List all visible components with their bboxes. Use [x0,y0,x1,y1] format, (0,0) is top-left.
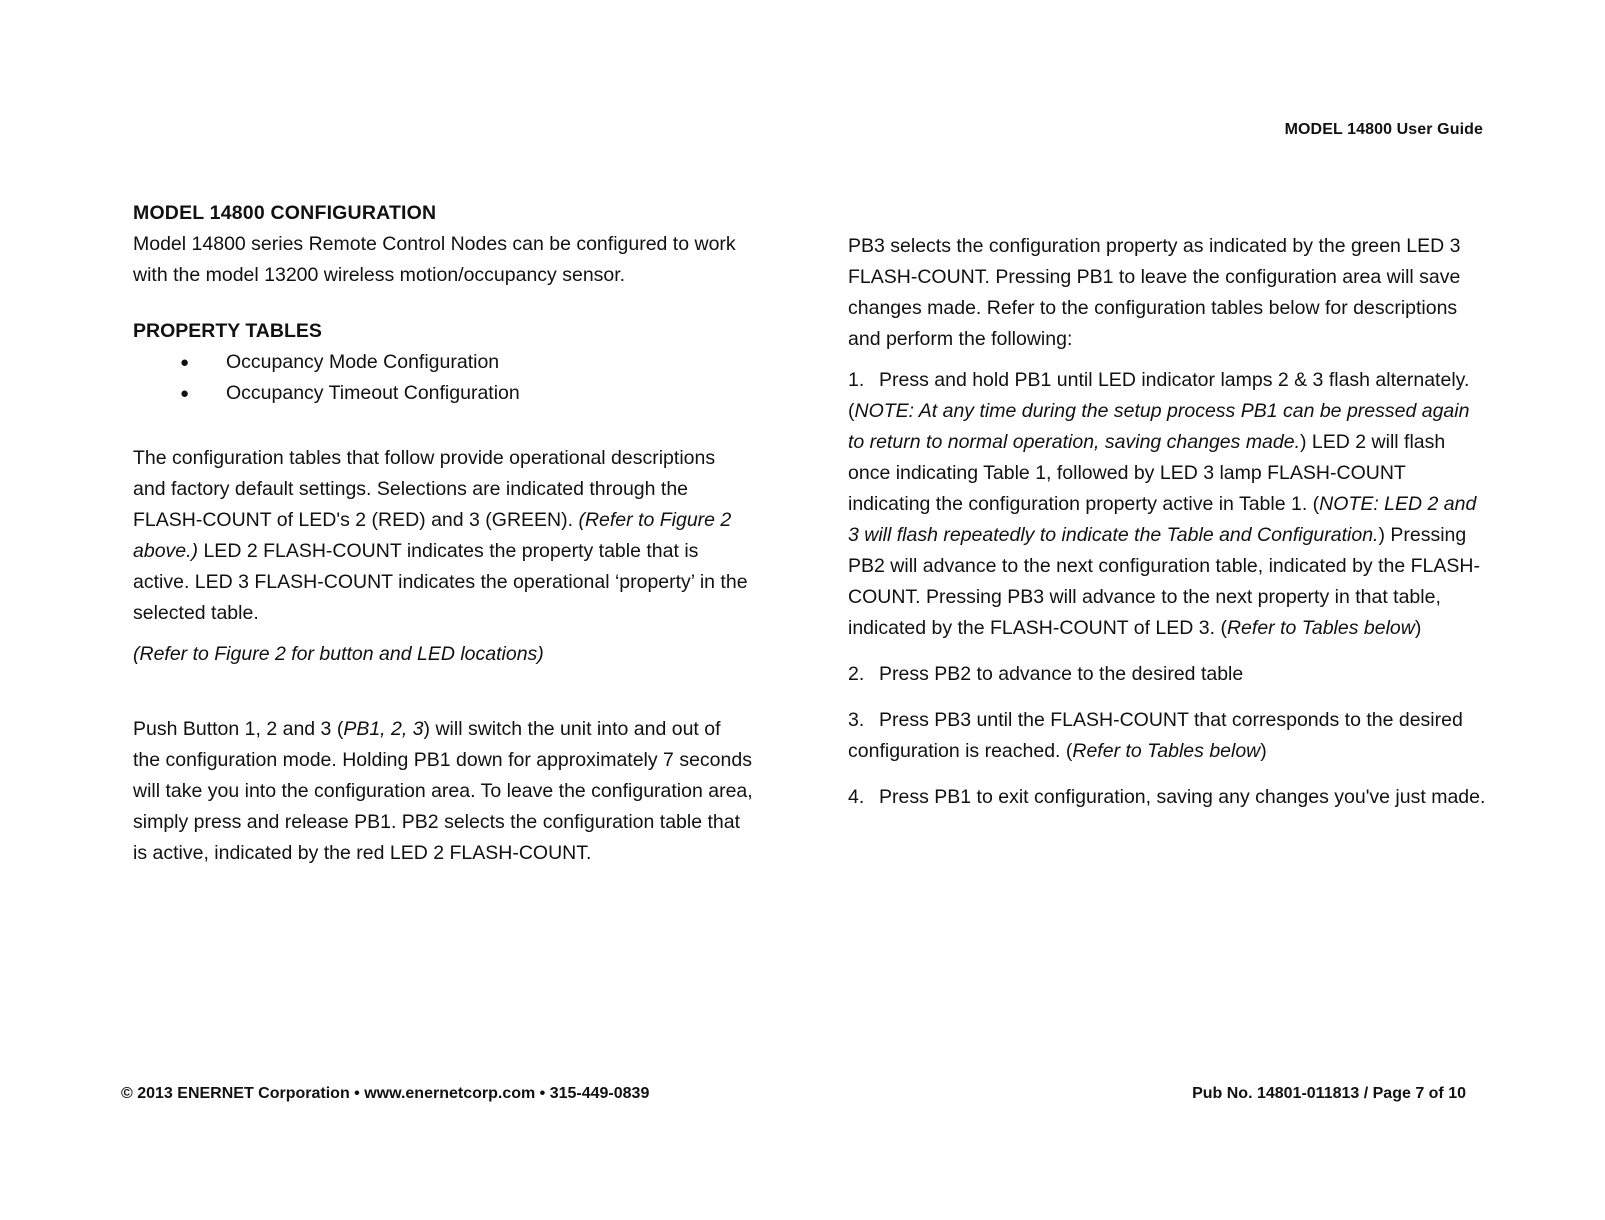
property-list [133,347,753,409]
footer-copyright: © 2013 ENERNET Corporation • www.enernetcorp.com • 315-449-0839 [121,1085,650,1102]
push-button-paragraph: Push Button 1, 2 and 3 (PB1, 2, 3) will switch the unit into and out of the configuration mode. Holding PB1 down for approximately 7 seconds will take you into the configuration area. To leave the configuration area, simply press and release PB1. PB2 selects the configuration table that is active, indicated by the red LED 2 FLASH-COUNT. [133,718,753,864]
figure-reference-note: (Refer to Figure 2 for button and LED locations) [133,643,544,665]
right-column [848,231,1488,828]
intro-paragraph: Model 14800 series Remote Control Nodes can be configured to work with the model 13200 wireless motion/occupancy sensor. [133,233,736,286]
left-column [133,198,753,869]
list-item: ● Occupancy Mode Configuration [133,347,753,378]
running-header: MODEL 14800 User Guide [1284,121,1483,138]
step-3: 3. Press PB3 until the FLASH-COUNT that corresponds to the desired configuration is reached. (Refer to Tables below) [848,709,1463,762]
bullet-icon: ● [180,385,190,402]
list-item: ● Occupancy Timeout Configuration [133,378,753,409]
pb3-paragraph: PB3 selects the configuration property as indicated by the green LED 3 FLASH-COUNT. Pressing PB1 to leave the configuration area will save changes made. Refer to the configuration tables below for descriptions and perform the following: [848,235,1461,350]
config-tables-paragraph: The configuration tables that follow provide operational descriptions and factory default settings. Selections are indicated through the FLASH-COUNT of LED's 2 (RED) and 3 (GREEN). (Refer to Figure 2 above.) LED 2 FLASH-COUNT indicates the property table that is active. LED 3 FLASH-COUNT indicates the operational ‘property’ in the selected table. [133,447,748,624]
property-tables-heading: PROPERTY TABLES [133,320,322,342]
step-1: 1. Press and hold PB1 until LED indicator lamps 2 & 3 flash alternately. (NOTE: At any time during the setup process PB1 can be pressed again to return to normal operation, saving changes made.) LED 2 will flash once indicating Table 1, followed by LED 3 lamp FLASH-COUNT indicating the configuration property active in Table 1. (NOTE: LED 2 and 3 will flash repeatedly to indicate the Table and Configuration.) Pressing PB2 will advance to the next configuration table, indicated by the FLASH-COUNT. Pressing PB3 will advance to the next property in that table, indicated by the FLASH-COUNT of LED 3. (Refer to Tables below) [848,369,1480,639]
step-4: 4. Press PB1 to exit configuration, saving any changes you've just made. [848,786,1486,808]
step-2: 2. Press PB2 to advance to the desired table [848,663,1244,685]
bullet-icon: ● [180,354,190,371]
footer-page-number: Pub No. 14801-011813 / Page 7 of 10 [1192,1085,1466,1102]
section-heading: MODEL 14800 CONFIGURATION [133,202,437,224]
